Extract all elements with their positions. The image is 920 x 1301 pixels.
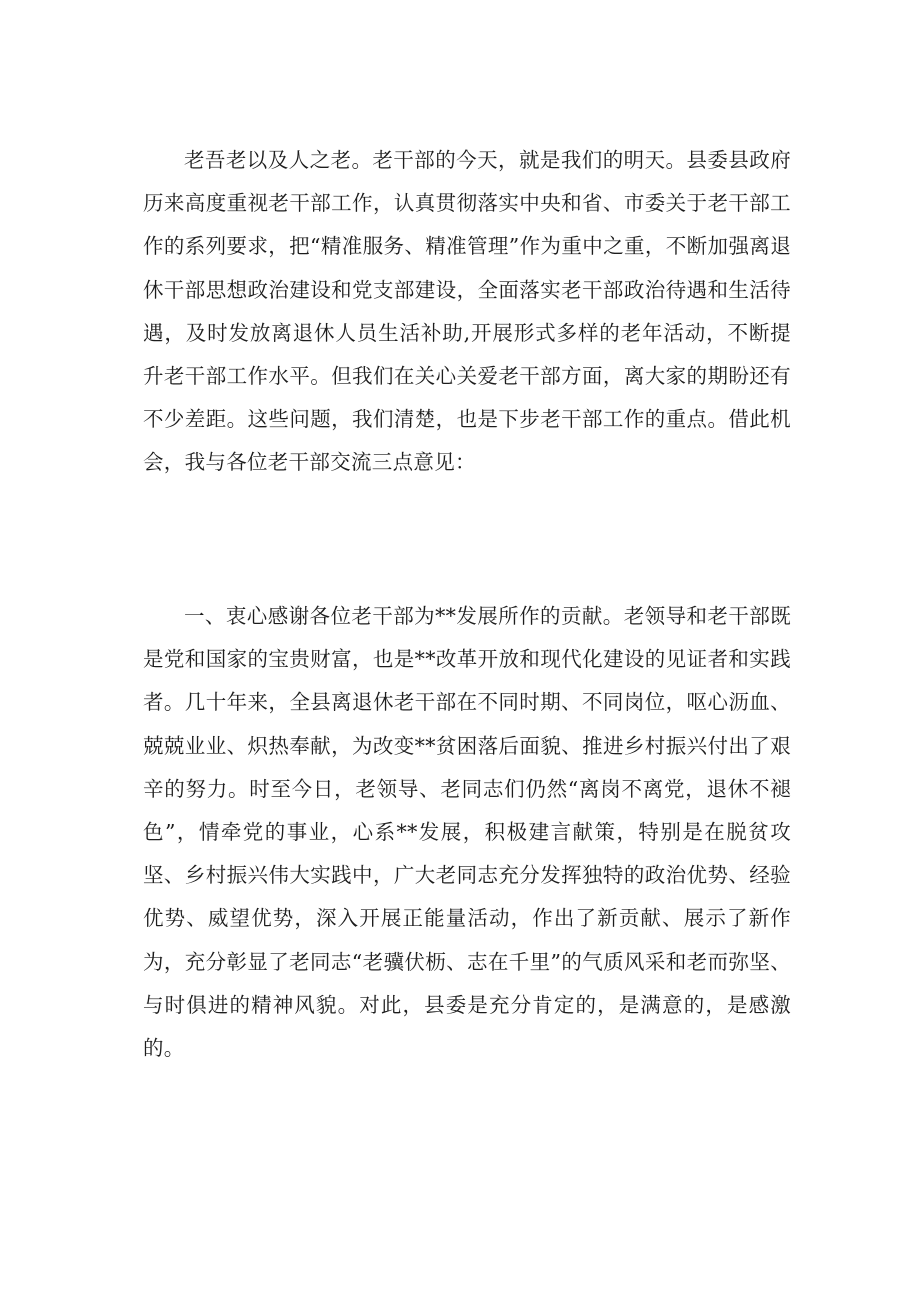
paragraph-point-one: 一、衷心感谢各位老干部为**发展所作的贡献。老领导和老干部既是党和国家的宝贵财富，也是**改革开放和现代化建设的见证者和实践者。几十年来，全县离退休老干部在不同时期、不同岗位，呕心沥血、兢兢业业、炽热奉献，为改变**贫困落后面貌、推进乡村振兴付出了艰辛的努力。时至今日，老领导、老同志们仍然“离岗不离党，退休不褪色”，情牵党的事业，心系**发展，积极建言献策，特别是在脱贫攻坚、乡村振兴伟大实践中，广大老同志充分发挥独特的政治优势、经验优势、威望优势，深入开展正能量活动，作出了新贡献、展示了新作为，充分彰显了老同志“老骥伏枥、志在千里”的气质风采和老而弥坚、与时俱进的精神风貌。对此，县委是充分肯定的，是满意的，是感激的。 (143, 604, 791, 1061)
paragraph-intro: 老吾老以及人之老。老干部的今天，就是我们的明天。县委县政府历来高度重视老干部工作，认真贯彻落实中央和省、市委关于老干部工作的系列要求，把“精准服务、精准管理”作为重中之重，不断加强离退休干部思想政治建设和党支部建设，全面落实老干部政治待遇和生活待遇，及时发放离退休人员生活补助,开展形式多样的老年活动，不断提升老干部工作水平。但我们在关心关爱老干部方面，离大家的期盼还有不少差距。这些问题，我们清楚，也是下步老干部工作的重点。借此机会，我与各位老干部交流三点意见： (143, 148, 791, 475)
